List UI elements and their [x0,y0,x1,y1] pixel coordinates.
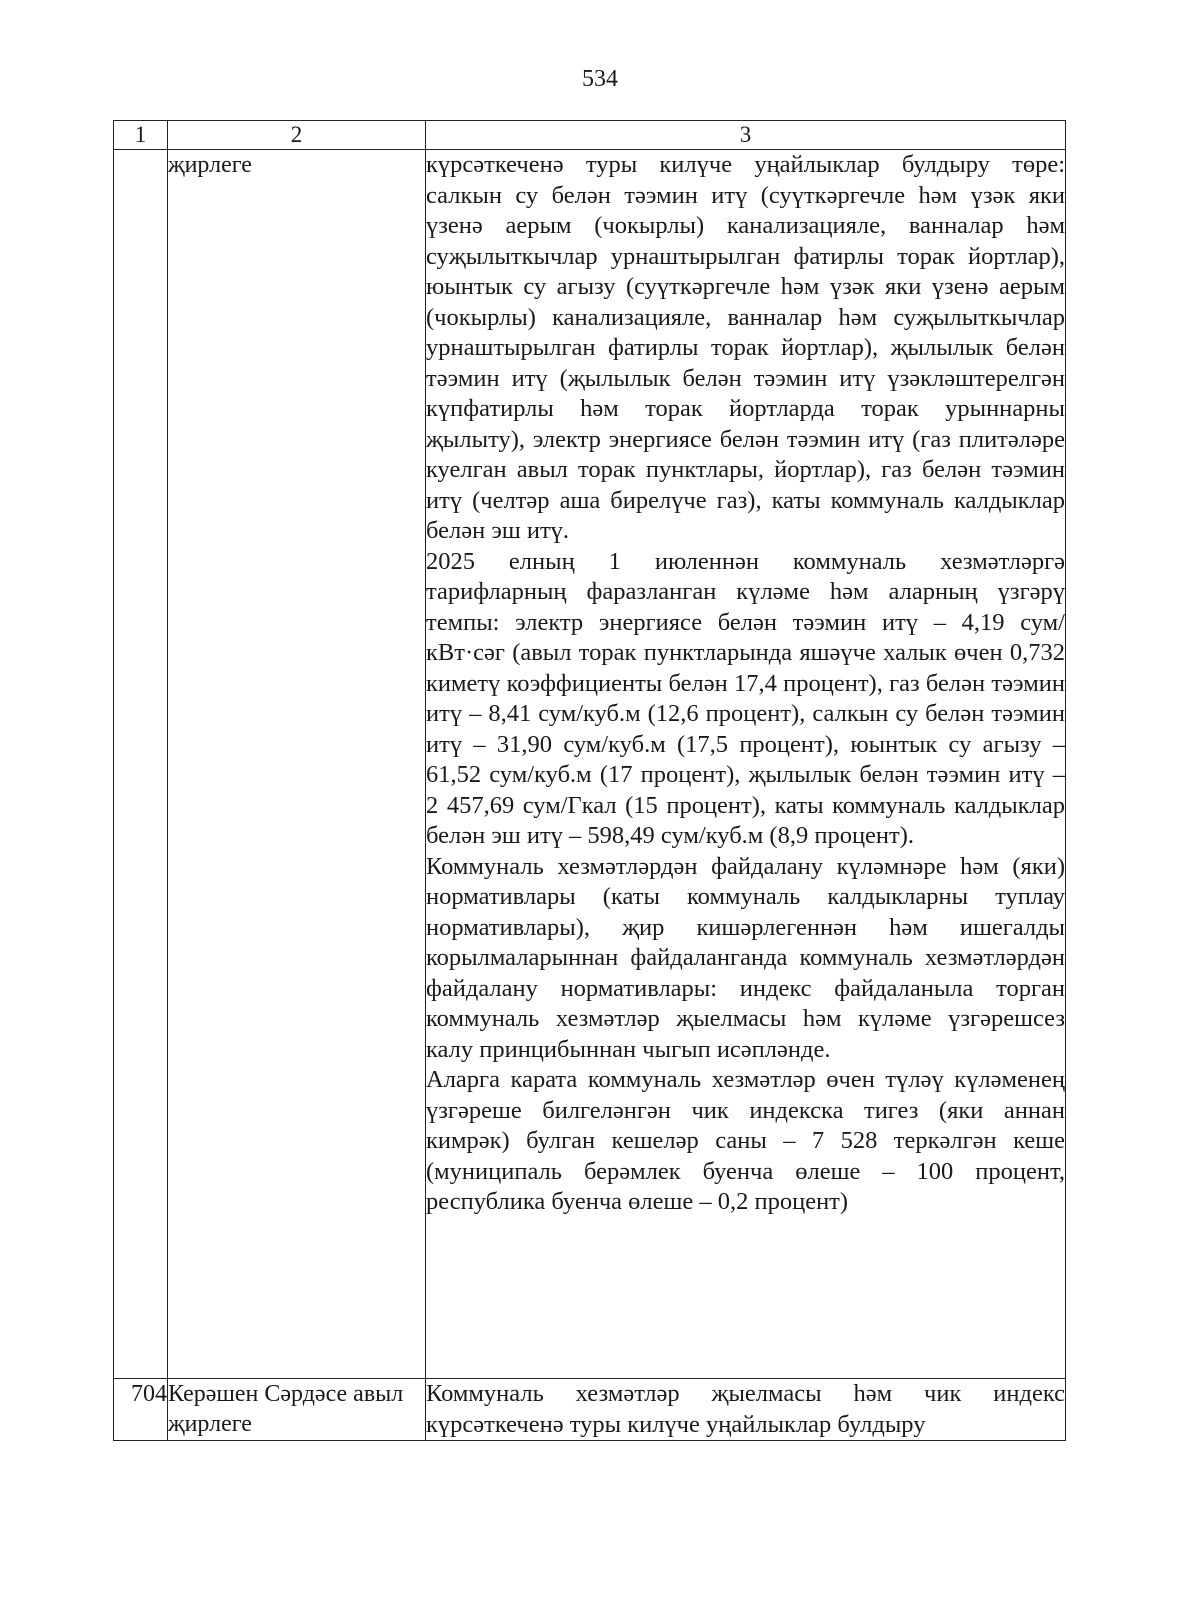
table-header-row [114,121,1066,150]
row-number: 704 [114,1379,168,1441]
description-paragraph: Коммуналь хезмәтләрдән файдалану күләмнәре һәм (яки) нормативлары (каты коммуналь калдыкларны туплау нормативлары), җир кишәрлегеннән һәм ишегалды корылмаларыннан файдаланганда коммуналь хезмәтләрдән файдалану нормативлары: индекс файдаланыла торган коммуналь хезмәтләр җыелмасы һәм күләме үзгәрешсез калу принцибыннан чыгып исәпләнде. [426,852,1065,1063]
description-cell [426,150,1066,1379]
description-paragraph: күрсәткеченә туры килүче уңайлыклар булдыру төре: салкын су белән тәэмин итү (суүткәргечле һәм үзәк яки үзенә аерым (чокырлы) канализацияле, ванналар һәм суҗылыткычлар урнаштырылган фатирлы торак йортлар), юынтык су агызу (суүткәргечле һәм үзәк яки үзенә аерым (чокырлы) канализацияле, ванналар һәм суҗылыткычлар урнаштырылган фатирлы торак йортлар), җылылык белән тәэмин итү (җылылык белән тәэмин итү үзәкләштерелгән күпфатирлы һәм торак йортларда торак урыннарны җылыту), электр энергиясе белән тәэмин итү (газ плитәләре куелган авыл торак пунктлары, йортлар), газ белән тәэмин итү (челтәр аша бирелүче газ), каты коммуналь калдыклар белән эш итү. [426,151,1065,544]
municipality-name: Керәшен Сәрдәсе авыл җирлеге [168,1379,426,1441]
description-paragraph: 2025 елның 1 июленнән коммуналь хезмәтләргә тарифларның фаразланган күләме һәм аларның үзгәрү темпы: электр энергиясе белән тәэмин итү – 4,19 сум/кВт·сәг (авыл торак пунктларында яшәүче халык өчен 0,732 киметү коэффициенты белән 17,4 процент), газ белән тәэмин итү – 8,41 сум/куб.м (12,6 процент), салкын су белән тәэмин итү – 31,90 сум/куб.м (17,5 процент), юынтык су агызу – 61,52 сум/куб.м (17 процент), җылылык белән тәэмин итү – 2 457,69 сум/Гкал (15 процент), каты коммуналь калдыклар белән эш итү – 598,49 сум/куб.м (8,9 процент). [426,547,1065,849]
table-row [114,150,1066,1379]
description-paragraph: Коммуналь хезмәтләр җыелмасы һәм чик индекс күрсәткеченә туры килүче уңайлыклар булдыру [426,1380,1065,1438]
row-number [114,150,168,1379]
page-number: 534 [582,66,618,92]
column-header-1: 1 [114,121,168,150]
description-paragraph: Аларга карата коммуналь хезмәтләр өчен түләү күләменең үзгәреше билгеләнгән чик индекска тигез (яки аннан кимрәк) булган кешеләр саны – 7 528 теркәлгән кеше (муниципаль берәмлек буенча өлеше – 100 процент, республика буенча өлеше – 0,2 процент) [426,1066,1065,1215]
document-table [113,120,1066,1441]
description-cell [426,1379,1066,1441]
municipality-name: җирлеге [168,150,426,1379]
column-header-3: 3 [426,121,1066,150]
table-row [114,1379,1066,1441]
column-header-2: 2 [168,121,426,150]
